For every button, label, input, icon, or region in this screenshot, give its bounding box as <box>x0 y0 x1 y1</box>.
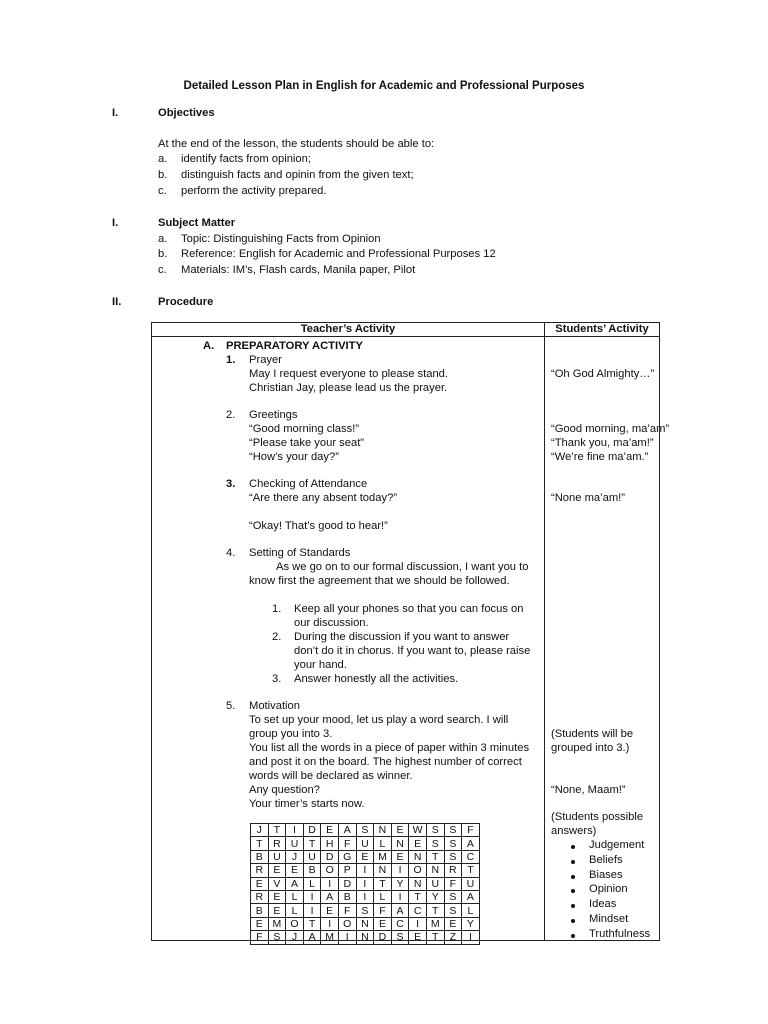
grid-cell: R <box>268 837 286 850</box>
grid-cell: G <box>338 850 356 863</box>
grid-cell: F <box>338 904 356 917</box>
objective-item: perform the activity prepared. <box>181 185 327 197</box>
grid-cell: I <box>356 890 374 903</box>
grid-cell: N <box>356 917 374 930</box>
student-response: answers) <box>551 825 597 837</box>
grid-cell: N <box>409 850 427 863</box>
answer-item: Opinion <box>589 883 628 896</box>
grid-cell: F <box>462 824 480 837</box>
grid-cell: U <box>303 850 321 863</box>
grid-cell: E <box>321 824 339 837</box>
grid-row <box>251 917 480 930</box>
grid-cell: N <box>374 824 392 837</box>
grid-cell: N <box>356 931 374 944</box>
objective-label: a. <box>158 153 168 165</box>
bullet-icon <box>571 875 575 879</box>
step-line: Any question? <box>249 784 320 796</box>
student-response: “None ma’am!” <box>551 492 625 504</box>
grid-cell: D <box>321 850 339 863</box>
grid-cell: U <box>356 837 374 850</box>
procedure-heading: Procedure <box>158 296 214 308</box>
grid-cell: E <box>251 917 269 930</box>
grid-cell: B <box>251 904 269 917</box>
grid-row <box>251 877 480 890</box>
student-response: “None, Maam!” <box>551 784 626 796</box>
step-line: May I request everyone to please stand. <box>249 368 449 380</box>
grid-cell: S <box>426 837 444 850</box>
grid-cell: C <box>409 904 427 917</box>
students-activity-cell <box>545 337 670 941</box>
grid-cell: E <box>268 904 286 917</box>
grid-cell: J <box>286 850 304 863</box>
rule-line: During the discussion if you want to answer <box>294 631 510 643</box>
rule-line: don’t do it in chorus. If you want to, please raise <box>294 645 531 657</box>
answer-item: Mindset <box>589 913 629 925</box>
step-line: “Good morning class!” <box>249 423 360 435</box>
grid-cell: T <box>303 917 321 930</box>
student-response: (Students will be <box>551 728 634 740</box>
step-line: “How’s your day?” <box>249 451 339 463</box>
subject-label: a. <box>158 233 168 245</box>
subject-matter-heading: Subject Matter <box>158 217 236 229</box>
subject-label: b. <box>158 248 168 260</box>
grid-cell: T <box>303 837 321 850</box>
step-number: 1. <box>226 354 236 366</box>
grid-cell: S <box>444 890 462 903</box>
step-line: Your timer’s starts now. <box>249 798 365 810</box>
grid-cell: I <box>303 890 321 903</box>
student-response: “We’re fine ma’am.” <box>551 451 649 463</box>
grid-cell: A <box>462 837 480 850</box>
rule-number: 3. <box>272 673 282 685</box>
grid-cell: O <box>321 864 339 877</box>
grid-cell: I <box>356 877 374 890</box>
bullet-icon <box>571 904 575 908</box>
grid-cell: A <box>321 890 339 903</box>
rule-line: Keep all your phones so that you can focus on <box>294 603 524 615</box>
step-number: 4. <box>226 547 236 559</box>
step-line: “Okay! That’s good to hear!” <box>249 520 388 532</box>
grid-cell: T <box>426 850 444 863</box>
step-title: Prayer <box>249 354 282 366</box>
step-line: words will be declared as winner. <box>249 770 413 782</box>
answer-item: Beliefs <box>589 853 623 866</box>
grid-cell: E <box>391 850 409 863</box>
teacher-activity-header: Teacher’s Activity <box>152 323 545 337</box>
step-number: 3. <box>226 478 236 490</box>
procedure-numeral: II. <box>112 296 122 308</box>
grid-cell: M <box>426 917 444 930</box>
grid-cell: T <box>462 864 480 877</box>
grid-cell: B <box>251 850 269 863</box>
grid-cell: O <box>338 917 356 930</box>
student-response: “Good morning, ma’am” <box>551 423 670 435</box>
grid-cell: T <box>251 837 269 850</box>
grid-cell: Y <box>426 890 444 903</box>
grid-row <box>251 850 480 863</box>
grid-row <box>251 864 480 877</box>
grid-cell: M <box>374 850 392 863</box>
rule-number: 2. <box>272 631 282 643</box>
step-line: To set up your mood, let us play a word search. I will <box>249 714 509 726</box>
step-number: 5. <box>226 700 236 712</box>
grid-row <box>251 837 480 850</box>
grid-cell: I <box>462 931 480 944</box>
grid-cell: I <box>321 877 339 890</box>
step-line: group you into 3. <box>249 728 333 740</box>
grid-cell: S <box>268 931 286 944</box>
bullet-icon <box>571 919 575 923</box>
grid-cell: A <box>338 824 356 837</box>
grid-cell: F <box>251 931 269 944</box>
grid-cell: N <box>409 877 427 890</box>
grid-cell: N <box>426 864 444 877</box>
students-activity-header: Students’ Activity <box>545 323 660 337</box>
document-title: Detailed Lesson Plan in English for Academic and Professional Purposes <box>183 80 585 92</box>
subject-item: Materials: IM’s, Flash cards, Manila paper, Pilot <box>181 264 416 276</box>
grid-cell: O <box>409 864 427 877</box>
grid-cell: H <box>321 837 339 850</box>
grid-cell: E <box>286 864 304 877</box>
step-line: “Are there any absent today?” <box>249 492 398 504</box>
grid-cell: R <box>251 890 269 903</box>
grid-cell: S <box>426 824 444 837</box>
student-response: grouped into 3.) <box>551 742 630 754</box>
grid-cell: Z <box>444 931 462 944</box>
part-title: PREPARATORY ACTIVITY <box>226 340 363 352</box>
grid-row <box>251 890 480 903</box>
answer-item: Ideas <box>589 898 617 911</box>
student-response: “Oh God Almighty…” <box>551 368 655 380</box>
rule-number: 1. <box>272 603 282 615</box>
grid-cell: S <box>356 824 374 837</box>
step-title: Checking of Attendance <box>249 478 368 490</box>
objectives-numeral: I. <box>112 107 119 119</box>
grid-cell: S <box>444 824 462 837</box>
grid-cell: F <box>374 904 392 917</box>
grid-cell: T <box>426 931 444 944</box>
grid-cell: S <box>444 850 462 863</box>
grid-cell: S <box>444 837 462 850</box>
grid-cell: E <box>251 877 269 890</box>
step-title: Motivation <box>249 700 300 712</box>
grid-cell: N <box>374 864 392 877</box>
grid-cell: R <box>444 864 462 877</box>
step-title: Setting of Standards <box>249 547 351 559</box>
grid-cell: R <box>251 864 269 877</box>
grid-row <box>251 824 480 837</box>
objectives-heading: Objectives <box>158 107 215 119</box>
grid-row <box>251 931 480 944</box>
grid-cell: Y <box>462 917 480 930</box>
step-line: know first the agreement that we should be followed. <box>249 575 510 587</box>
grid-cell: S <box>391 931 409 944</box>
grid-cell: T <box>409 890 427 903</box>
objective-label: b. <box>158 169 168 181</box>
grid-cell: J <box>286 931 304 944</box>
subject-item: Reference: English for Academic and Professional Purposes 12 <box>181 248 496 260</box>
grid-cell: D <box>338 877 356 890</box>
answer-item: Judgement <box>589 839 645 851</box>
grid-cell: T <box>374 877 392 890</box>
grid-cell: V <box>268 877 286 890</box>
grid-cell: B <box>303 864 321 877</box>
grid-cell: U <box>426 877 444 890</box>
grid-cell: N <box>391 837 409 850</box>
grid-cell: O <box>286 917 304 930</box>
step-number: 2. <box>226 409 236 421</box>
objectives-intro: At the end of the lesson, the students should be able to: <box>158 138 435 150</box>
teacher-activity-cell <box>152 337 545 944</box>
grid-cell: D <box>374 931 392 944</box>
part-letter: A. <box>203 340 215 352</box>
grid-cell: M <box>268 917 286 930</box>
bullet-icon <box>571 860 575 864</box>
grid-cell: S <box>356 904 374 917</box>
grid-cell: D <box>303 824 321 837</box>
grid-cell: L <box>286 890 304 903</box>
step-line: Christian Jay, please lead us the prayer. <box>249 382 448 394</box>
grid-cell: E <box>268 864 286 877</box>
grid-cell: S <box>444 904 462 917</box>
grid-cell: I <box>321 917 339 930</box>
grid-cell: M <box>321 931 339 944</box>
answer-item: Truthfulness <box>589 927 651 940</box>
grid-cell: I <box>286 824 304 837</box>
procedure-table <box>151 322 670 944</box>
bullet-icon <box>571 889 575 893</box>
grid-cell: T <box>268 824 286 837</box>
objective-item: identify facts from opinion; <box>181 153 311 165</box>
grid-cell: U <box>462 877 480 890</box>
grid-cell: U <box>286 837 304 850</box>
grid-cell: E <box>409 837 427 850</box>
subject-item: Topic: Distinguishing Facts from Opinion <box>181 233 381 245</box>
grid-cell: C <box>462 850 480 863</box>
grid-cell: I <box>303 904 321 917</box>
objective-item: distinguish facts and opinin from the given text; <box>181 169 414 181</box>
rule-line: your hand. <box>294 659 347 671</box>
grid-cell: E <box>268 890 286 903</box>
word-search-grid <box>250 823 480 945</box>
step-line: As we go on to our formal discussion, I want you to <box>276 561 529 573</box>
grid-cell: E <box>391 824 409 837</box>
grid-cell: I <box>391 890 409 903</box>
grid-cell: Y <box>391 877 409 890</box>
grid-cell: E <box>356 850 374 863</box>
grid-cell: C <box>391 917 409 930</box>
grid-cell: I <box>409 917 427 930</box>
grid-cell: F <box>444 877 462 890</box>
grid-cell: B <box>338 890 356 903</box>
grid-cell: F <box>338 837 356 850</box>
step-line: “Please take your seat” <box>249 437 365 449</box>
grid-cell: L <box>462 904 480 917</box>
step-line: and post it on the board. The highest number of correct <box>249 756 522 768</box>
grid-cell: I <box>391 864 409 877</box>
objective-label: c. <box>158 185 167 197</box>
answer-item: Biases <box>589 868 623 881</box>
rule-line: our discussion. <box>294 617 369 629</box>
grid-cell: E <box>321 904 339 917</box>
grid-cell: A <box>391 904 409 917</box>
grid-cell: E <box>374 917 392 930</box>
student-response: (Students possible <box>551 811 644 823</box>
grid-cell: T <box>426 904 444 917</box>
student-response: “Thank you, ma’am!” <box>551 437 654 449</box>
grid-cell: I <box>356 864 374 877</box>
grid-cell: P <box>338 864 356 877</box>
step-line: You list all the words in a piece of paper within 3 minutes <box>249 742 530 754</box>
grid-cell: L <box>303 877 321 890</box>
rule-line: Answer honestly all the activities. <box>294 673 459 685</box>
subject-label: c. <box>158 264 167 276</box>
grid-cell: A <box>462 890 480 903</box>
grid-cell: A <box>286 877 304 890</box>
grid-cell: E <box>409 931 427 944</box>
grid-cell: A <box>303 931 321 944</box>
grid-cell: E <box>444 917 462 930</box>
grid-cell: L <box>286 904 304 917</box>
grid-cell: L <box>374 837 392 850</box>
grid-cell: J <box>251 824 269 837</box>
bullet-icon <box>571 845 575 849</box>
bullet-icon <box>571 934 575 938</box>
grid-row <box>251 904 480 917</box>
grid-cell: W <box>409 824 427 837</box>
step-title: Greetings <box>249 409 298 421</box>
grid-cell: U <box>268 850 286 863</box>
grid-cell: I <box>338 931 356 944</box>
subject-matter-numeral: I. <box>112 217 119 229</box>
grid-cell: L <box>374 890 392 903</box>
